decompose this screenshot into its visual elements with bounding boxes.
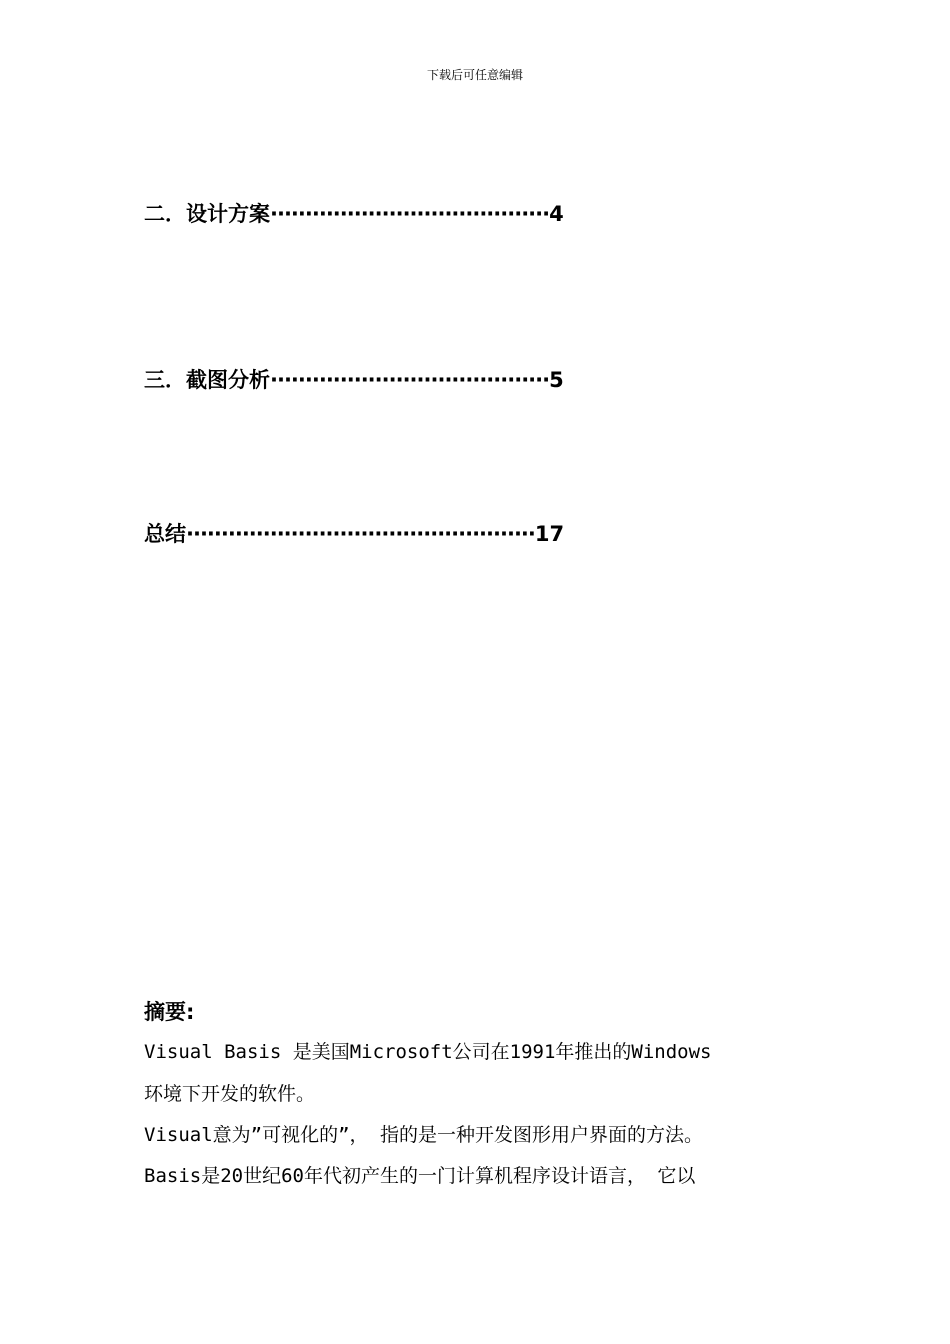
abstract-heading: 摘要: bbox=[144, 1000, 195, 1024]
toc-entry-summary bbox=[144, 520, 564, 548]
toc-entry-title: 三．截图分析 bbox=[144, 368, 270, 392]
toc-entry-design bbox=[144, 200, 564, 228]
toc-page-number: 4 bbox=[549, 202, 564, 226]
toc-leader-dots: ········································ bbox=[270, 368, 550, 392]
abstract-line: Visual意为”可视化的”， 指的是一种开发图形用户界面的方法。 bbox=[144, 1124, 703, 1146]
abstract-line: Basis是20世纪60年代初产生的一门计算机程序设计语言， 它以 bbox=[144, 1165, 696, 1187]
toc-page-number: 5 bbox=[549, 368, 564, 392]
toc-leader-dots: ·················································· bbox=[186, 522, 535, 546]
toc-entry-title: 二．设计方案 bbox=[144, 202, 270, 226]
toc-entry-screenshots bbox=[144, 366, 564, 394]
abstract-line: 环境下开发的软件。 bbox=[144, 1083, 316, 1105]
toc-page-number: 17 bbox=[534, 522, 565, 546]
page-header-note: 下载后可任意编辑 bbox=[426, 68, 523, 82]
abstract-line: Visual Basis 是美国Microsoft公司在1991年推出的Windows bbox=[144, 1041, 712, 1063]
toc-entry-title: 总结 bbox=[144, 522, 186, 546]
toc-leader-dots: ········································ bbox=[270, 202, 550, 226]
